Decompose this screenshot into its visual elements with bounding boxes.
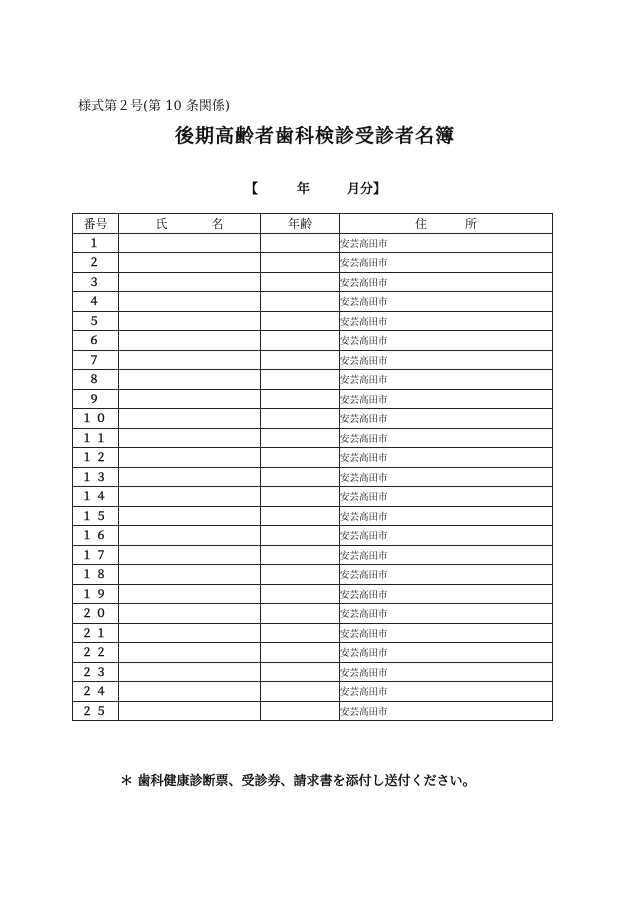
table-row: [73, 526, 553, 546]
row-number-cell: ２: [73, 253, 119, 273]
table-header-row: [73, 214, 553, 234]
row-number-cell: ７: [73, 350, 119, 370]
table-row: [73, 506, 553, 526]
row-number-cell: １７: [73, 545, 119, 565]
row-age-cell[interactable]: [261, 409, 340, 429]
header-age: 年齢: [261, 214, 340, 234]
row-address-cell[interactable]: 安芸高田市: [340, 545, 553, 565]
row-age-cell[interactable]: [261, 487, 340, 507]
row-address-cell[interactable]: 安芸高田市: [340, 487, 553, 507]
row-name-cell[interactable]: [119, 331, 261, 351]
row-name-cell[interactable]: [119, 526, 261, 546]
row-age-cell[interactable]: [261, 311, 340, 331]
row-number-cell: １２: [73, 448, 119, 468]
row-age-cell[interactable]: [261, 526, 340, 546]
row-number-cell: １６: [73, 526, 119, 546]
row-name-cell[interactable]: [119, 584, 261, 604]
row-age-cell[interactable]: [261, 662, 340, 682]
table-row: [73, 428, 553, 448]
row-address-cell[interactable]: 安芸高田市: [340, 565, 553, 585]
table-row: [73, 389, 553, 409]
row-age-cell[interactable]: [261, 643, 340, 663]
row-address-cell[interactable]: 安芸高田市: [340, 350, 553, 370]
row-age-cell[interactable]: [261, 565, 340, 585]
row-number-cell: ２０: [73, 604, 119, 624]
row-age-cell[interactable]: [261, 604, 340, 624]
row-number-cell: ２５: [73, 701, 119, 721]
row-number-cell: １５: [73, 506, 119, 526]
row-number-cell: １１: [73, 428, 119, 448]
row-number-cell: ２１: [73, 623, 119, 643]
row-name-cell[interactable]: [119, 253, 261, 273]
table-row: [73, 604, 553, 624]
table-row: [73, 662, 553, 682]
row-age-cell[interactable]: [261, 292, 340, 312]
row-age-cell[interactable]: [261, 448, 340, 468]
table-row: [73, 623, 553, 643]
table-row: [73, 448, 553, 468]
table-row: [73, 643, 553, 663]
header-name-second-char: 名: [211, 216, 224, 231]
row-name-cell[interactable]: [119, 311, 261, 331]
row-age-cell[interactable]: [261, 253, 340, 273]
row-number-cell: １０: [73, 409, 119, 429]
table-row: [73, 370, 553, 390]
row-name-cell[interactable]: [119, 272, 261, 292]
table-row: [73, 409, 553, 429]
row-address-cell[interactable]: 安芸高田市: [340, 409, 553, 429]
table-row: [73, 350, 553, 370]
row-name-cell[interactable]: [119, 506, 261, 526]
row-address-cell[interactable]: 安芸高田市: [340, 506, 553, 526]
period-month-label: 月分】: [347, 182, 387, 197]
table-row: [73, 682, 553, 702]
row-name-cell[interactable]: [119, 292, 261, 312]
row-name-cell[interactable]: [119, 643, 261, 663]
row-address-cell[interactable]: 安芸高田市: [340, 643, 553, 663]
row-age-cell[interactable]: [261, 701, 340, 721]
row-address-cell[interactable]: 安芸高田市: [340, 584, 553, 604]
row-age-cell[interactable]: [261, 389, 340, 409]
row-number-cell: ８: [73, 370, 119, 390]
row-number-cell: ２４: [73, 682, 119, 702]
row-address-cell[interactable]: 安芸高田市: [340, 428, 553, 448]
row-address-cell[interactable]: 安芸高田市: [340, 272, 553, 292]
row-address-cell[interactable]: 安芸高田市: [340, 233, 553, 253]
row-address-cell[interactable]: 安芸高田市: [340, 448, 553, 468]
row-address-cell[interactable]: 安芸高田市: [340, 526, 553, 546]
row-number-cell: ３: [73, 272, 119, 292]
row-age-cell[interactable]: [261, 467, 340, 487]
row-address-cell[interactable]: 安芸高田市: [340, 682, 553, 702]
row-age-cell[interactable]: [261, 272, 340, 292]
table-row: [73, 565, 553, 585]
table-row: [73, 233, 553, 253]
row-name-cell[interactable]: [119, 623, 261, 643]
table-row: [73, 487, 553, 507]
row-address-cell[interactable]: 安芸高田市: [340, 701, 553, 721]
row-name-cell[interactable]: [119, 370, 261, 390]
row-age-cell[interactable]: [261, 584, 340, 604]
row-number-cell: ５: [73, 311, 119, 331]
row-number-cell: １８: [73, 565, 119, 585]
header-number: 番号: [73, 214, 119, 234]
header-name: [119, 214, 261, 234]
table-row: [73, 272, 553, 292]
row-address-cell[interactable]: 安芸高田市: [340, 662, 553, 682]
row-address-cell[interactable]: 安芸高田市: [340, 311, 553, 331]
row-number-cell: ６: [73, 331, 119, 351]
header-address: [340, 214, 553, 234]
row-age-cell[interactable]: [261, 682, 340, 702]
row-name-cell[interactable]: [119, 662, 261, 682]
row-name-cell[interactable]: [119, 604, 261, 624]
row-name-cell[interactable]: [119, 565, 261, 585]
table-row: [73, 467, 553, 487]
period-year-label: 年: [297, 182, 311, 197]
header-name-first-char: 氏: [155, 216, 168, 231]
row-age-cell[interactable]: [261, 233, 340, 253]
row-name-cell[interactable]: [119, 545, 261, 565]
row-number-cell: １３: [73, 467, 119, 487]
row-name-cell[interactable]: [119, 409, 261, 429]
row-age-cell[interactable]: [261, 506, 340, 526]
document-title: 後期高齢者歯科検診受診者名簿: [174, 125, 455, 147]
row-age-cell[interactable]: [261, 623, 340, 643]
header-address-second-char: 所: [465, 216, 478, 231]
header-address-first-char: 住: [414, 216, 427, 231]
row-age-cell[interactable]: [261, 370, 340, 390]
examinee-roster-table: [72, 213, 553, 721]
table-row: [73, 701, 553, 721]
row-name-cell[interactable]: [119, 448, 261, 468]
row-name-cell[interactable]: [119, 701, 261, 721]
form-number: 様式第２号(第 10 条関係): [78, 99, 230, 114]
row-name-cell[interactable]: [119, 233, 261, 253]
row-age-cell[interactable]: [261, 331, 340, 351]
period-open-bracket: 【: [245, 182, 259, 197]
row-address-cell[interactable]: 安芸高田市: [340, 253, 553, 273]
row-address-cell[interactable]: 安芸高田市: [340, 292, 553, 312]
row-name-cell[interactable]: [119, 350, 261, 370]
footnote: ＊ 歯科健康診断票、受診券、請求書を添付し送付ください。: [120, 774, 476, 789]
row-age-cell[interactable]: [261, 545, 340, 565]
table-row: [73, 545, 553, 565]
row-address-cell[interactable]: 安芸高田市: [340, 331, 553, 351]
row-age-cell[interactable]: [261, 350, 340, 370]
table-row: [73, 292, 553, 312]
row-name-cell[interactable]: [119, 682, 261, 702]
row-address-cell[interactable]: 安芸高田市: [340, 467, 553, 487]
table-row: [73, 253, 553, 273]
row-number-cell: ２２: [73, 643, 119, 663]
row-name-cell[interactable]: [119, 487, 261, 507]
row-address-cell[interactable]: 安芸高田市: [340, 389, 553, 409]
row-name-cell[interactable]: [119, 467, 261, 487]
row-address-cell[interactable]: 安芸高田市: [340, 604, 553, 624]
table-row: [73, 331, 553, 351]
row-name-cell[interactable]: [119, 389, 261, 409]
row-number-cell: １: [73, 233, 119, 253]
row-address-cell[interactable]: 安芸高田市: [340, 623, 553, 643]
table-row: [73, 311, 553, 331]
row-age-cell[interactable]: [261, 428, 340, 448]
row-number-cell: ４: [73, 292, 119, 312]
table-row: [73, 584, 553, 604]
row-number-cell: ２３: [73, 662, 119, 682]
row-number-cell: １４: [73, 487, 119, 507]
row-address-cell[interactable]: 安芸高田市: [340, 370, 553, 390]
row-number-cell: １９: [73, 584, 119, 604]
row-number-cell: ９: [73, 389, 119, 409]
row-name-cell[interactable]: [119, 428, 261, 448]
